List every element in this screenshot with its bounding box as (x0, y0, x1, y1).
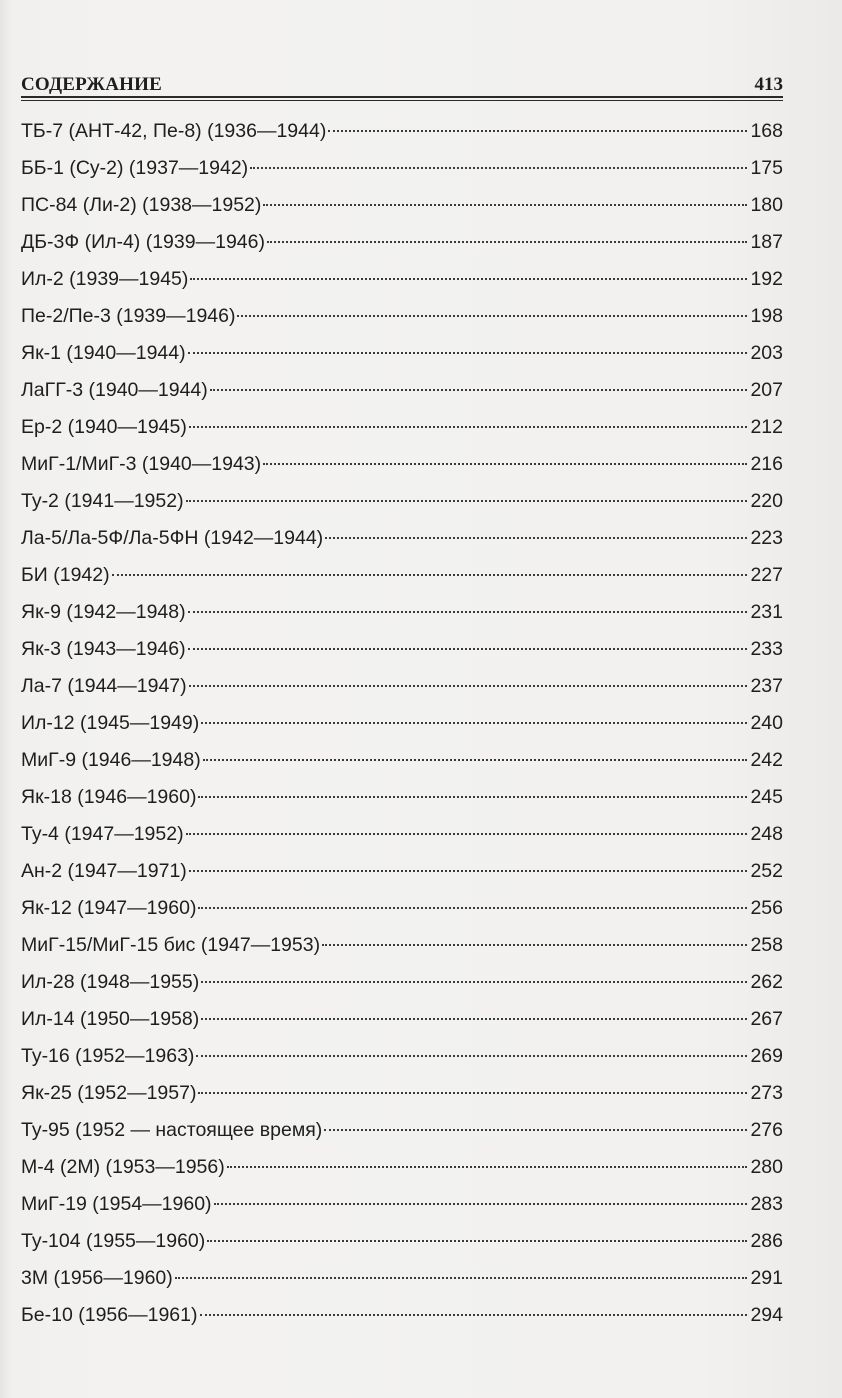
toc-entry-title: БИ (1942) (21, 564, 110, 586)
toc-entry[interactable] (21, 190, 783, 227)
toc-entry-title: Як-18 (1946—1960) (21, 786, 197, 808)
toc-entry-title: МиГ-9 (1946—1948) (21, 749, 201, 771)
toc-entry-page: 276 (750, 1119, 783, 1141)
dot-leader (198, 907, 747, 909)
toc-entry[interactable] (21, 856, 783, 893)
dot-leader (227, 1166, 748, 1168)
dot-leader (186, 833, 748, 835)
toc-entry-page: 207 (750, 379, 783, 401)
toc-entry-title: Ту-95 (1952 — настоящее время) (21, 1119, 323, 1141)
toc-entry[interactable] (21, 1226, 783, 1263)
dot-leader (263, 204, 747, 206)
toc-entry-page: 168 (750, 120, 783, 142)
toc-entry-page: 223 (750, 527, 783, 549)
toc-entry-title: Ил-12 (1945—1949) (21, 712, 200, 734)
toc-entry-title: Ил-28 (1948—1955) (21, 971, 200, 993)
toc-entry[interactable] (21, 1041, 783, 1078)
dot-leader (189, 685, 748, 687)
toc-entry[interactable] (21, 153, 783, 190)
toc-entry-page: 180 (750, 194, 783, 216)
toc-entry-title: МиГ-19 (1954—1960) (21, 1193, 212, 1215)
toc-entry-title: Ту-104 (1955—1960) (21, 1230, 206, 1252)
toc-entry[interactable] (21, 1004, 783, 1041)
toc-entry-page: 267 (750, 1008, 783, 1030)
toc-entry-page: 227 (750, 564, 783, 586)
dot-leader (237, 315, 747, 317)
dot-leader (210, 389, 748, 391)
toc-entry-page: 242 (750, 749, 783, 771)
toc-entry-title: Ту-4 (1947—1952) (21, 823, 184, 845)
toc-entry-title: ПС-84 (Ли-2) (1938—1952) (21, 194, 262, 216)
toc-entry-page: 237 (750, 675, 783, 697)
toc-entry-page: 286 (750, 1230, 783, 1252)
toc-entry-title: МиГ-1/МиГ-3 (1940—1943) (21, 453, 262, 475)
dot-leader (198, 1092, 747, 1094)
dot-leader (324, 1129, 747, 1131)
toc-entry-page: 258 (750, 934, 783, 956)
toc-entry[interactable] (21, 523, 783, 560)
header-rule-thin (21, 100, 783, 101)
toc-entry[interactable] (21, 634, 783, 671)
toc-entry[interactable] (21, 449, 783, 486)
toc-entry-title: МиГ-15/МиГ-15 бис (1947—1953) (21, 934, 321, 956)
toc-entry-title: Як-3 (1943—1946) (21, 638, 186, 660)
toc-entry[interactable] (21, 1152, 783, 1189)
toc-entry[interactable] (21, 1263, 783, 1300)
dot-leader (188, 352, 748, 354)
toc-entry-page: 187 (750, 231, 783, 253)
toc-entry[interactable] (21, 967, 783, 1004)
toc-entry-title: М-4 (2М) (1953—1956) (21, 1156, 225, 1178)
toc-entry-title: Ил-14 (1950—1958) (21, 1008, 200, 1030)
page-number: 413 (754, 74, 783, 95)
toc-entry-title: Бе-10 (1956—1961) (21, 1304, 198, 1326)
dot-leader (189, 870, 748, 872)
toc-entry-page: 291 (750, 1267, 783, 1289)
toc-entry-page: 273 (750, 1082, 783, 1104)
toc-entry-page: 192 (750, 268, 783, 290)
dot-leader (189, 426, 748, 428)
toc-entry-title: Як-12 (1947—1960) (21, 897, 197, 919)
toc-entry-page: 198 (750, 305, 783, 327)
toc-entry[interactable] (21, 560, 783, 597)
toc-entry-title: 3М (1956—1960) (21, 1267, 173, 1289)
toc-entry[interactable] (21, 375, 783, 412)
dot-leader (112, 574, 748, 576)
toc-entry-page: 283 (750, 1193, 783, 1215)
toc-entry[interactable] (21, 227, 783, 264)
header-rule-thick (21, 96, 783, 98)
dot-leader (198, 796, 747, 798)
toc-entry-title: Ер-2 (1940—1945) (21, 416, 187, 438)
toc-entry-title: Як-1 (1940—1944) (21, 342, 186, 364)
toc-entry-page: 269 (750, 1045, 783, 1067)
toc-entry-page: 245 (750, 786, 783, 808)
toc-entry-title: Пе-2/Пе-3 (1939—1946) (21, 305, 236, 327)
dot-leader (203, 759, 748, 761)
dot-leader (175, 1277, 748, 1279)
toc-entry[interactable] (21, 116, 783, 153)
toc-entry-page: 248 (750, 823, 783, 845)
dot-leader (325, 537, 747, 539)
toc-entry[interactable] (21, 1189, 783, 1226)
dot-leader (263, 463, 747, 465)
toc-entry[interactable] (21, 708, 783, 745)
dot-leader (196, 1055, 747, 1057)
toc-entry[interactable] (21, 338, 783, 375)
dot-leader (186, 500, 748, 502)
toc-entry-page: 240 (750, 712, 783, 734)
dot-leader (190, 278, 747, 280)
toc-entry-page: 262 (750, 971, 783, 993)
toc-entry-title: Ту-2 (1941—1952) (21, 490, 184, 512)
toc-entry-title: ББ-1 (Су-2) (1937—1942) (21, 157, 249, 179)
toc-entry-title: Як-25 (1952—1957) (21, 1082, 197, 1104)
toc-entry-page: 231 (750, 601, 783, 623)
toc-entry[interactable] (21, 1300, 783, 1337)
toc-entry[interactable] (21, 1078, 783, 1115)
toc-entry[interactable] (21, 745, 783, 782)
toc-entry-title: Ан-2 (1947—1971) (21, 860, 187, 882)
dot-leader (328, 130, 747, 132)
toc-entry[interactable] (21, 930, 783, 967)
toc-entry[interactable] (21, 893, 783, 930)
dot-leader (200, 1314, 748, 1316)
toc-entry-page: 252 (750, 860, 783, 882)
dot-leader (188, 611, 748, 613)
toc-entry-title: Ла-7 (1944—1947) (21, 675, 187, 697)
toc-entry-page: 216 (750, 453, 783, 475)
dot-leader (201, 981, 747, 983)
dot-leader (267, 241, 747, 243)
dot-leader (214, 1203, 748, 1205)
toc-entry-title: Ту-16 (1952—1963) (21, 1045, 195, 1067)
table-of-contents (21, 116, 783, 1337)
toc-entry[interactable] (21, 264, 783, 301)
toc-entry[interactable] (21, 412, 783, 449)
toc-entry-page: 294 (750, 1304, 783, 1326)
toc-entry[interactable] (21, 1115, 783, 1152)
section-title: СОДЕРЖАНИЕ (21, 74, 162, 95)
toc-entry-title: Ла-5/Ла-5Ф/Ла-5ФН (1942—1944) (21, 527, 324, 549)
toc-entry-page: 233 (750, 638, 783, 660)
toc-entry[interactable] (21, 819, 783, 856)
toc-entry[interactable] (21, 301, 783, 338)
dot-leader (250, 167, 747, 169)
toc-entry-title: ЛаГГ-3 (1940—1944) (21, 379, 208, 401)
toc-entry-page: 175 (750, 157, 783, 179)
toc-entry[interactable] (21, 782, 783, 819)
dot-leader (201, 1018, 747, 1020)
dot-leader (322, 944, 747, 946)
dot-leader (201, 722, 747, 724)
toc-entry-page: 256 (750, 897, 783, 919)
toc-entry[interactable] (21, 486, 783, 523)
toc-entry[interactable] (21, 597, 783, 634)
toc-entry[interactable] (21, 671, 783, 708)
toc-entry-page: 212 (750, 416, 783, 438)
toc-entry-title: Як-9 (1942—1948) (21, 601, 186, 623)
toc-entry-page: 220 (750, 490, 783, 512)
dot-leader (188, 648, 748, 650)
toc-entry-title: ТБ-7 (АНТ-42, Пе-8) (1936—1944) (21, 120, 327, 142)
toc-entry-title: ДБ-3Ф (Ил-4) (1939—1946) (21, 231, 265, 253)
dot-leader (207, 1240, 747, 1242)
toc-entry-page: 203 (750, 342, 783, 364)
toc-entry-title: Ил-2 (1939—1945) (21, 268, 189, 290)
toc-entry-page: 280 (750, 1156, 783, 1178)
